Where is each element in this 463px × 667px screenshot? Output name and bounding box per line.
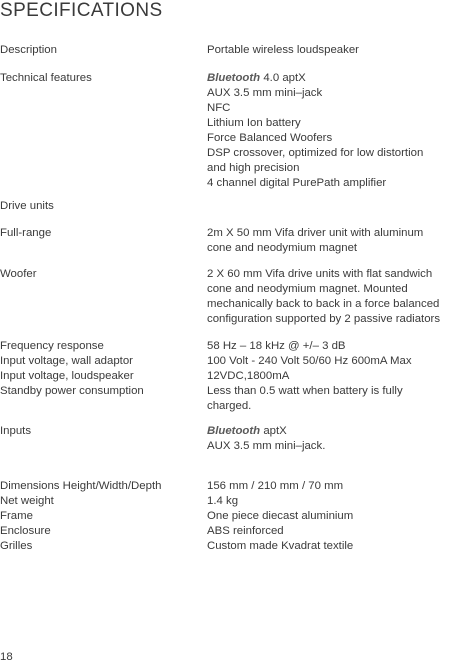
spec-value-line: 1.4 kg [207,495,239,507]
page-number: 18 [0,651,13,663]
spec-value-line: 12VDC,1800mA [207,370,290,382]
spec-value [207,524,463,539]
spec-value-line: Less than 0.5 watt when battery is fully [207,385,403,397]
spec-value-line: mechanically back to back in a force balanced [207,298,440,310]
spec-value-line: AUX 3.5 mm mini–jack [207,87,323,99]
spec-value [207,71,463,191]
spec-value-line [207,424,463,439]
spec-value-line: cone and neodymium magnet. Mounted [207,283,408,295]
spec-label: Description [0,44,57,56]
spec-value-line: ABS reinforced [207,525,284,537]
spec-value [207,539,463,554]
spec-value-line: One piece diecast aluminium [207,510,354,522]
spec-value-text: 4.0 aptX [260,72,306,84]
spec-label: Full-range [0,227,52,239]
spec-section-label: Drive units [0,200,54,212]
spec-label: Woofer [0,268,37,280]
spec-value [207,479,463,494]
spec-value [207,339,463,354]
spec-value-line: NFC [207,102,231,114]
spec-value [207,494,463,509]
spec-label: Technical features [0,72,92,84]
spec-label: Input voltage, wall adaptor [0,355,133,367]
spec-value-line: 4 channel digital PurePath amplifier [207,177,387,189]
spec-value-line: 58 Hz – 18 kHz @ +/– 3 dB [207,340,346,352]
spec-value [207,369,463,384]
spec-value-text: aptX [260,425,287,437]
spec-value-line: and high precision [207,162,300,174]
spec-value [207,384,463,414]
spec-label: Enclosure [0,525,51,537]
spec-value [207,424,463,454]
spec-value-line [207,71,463,86]
spec-value-line: 100 Volt - 240 Volt 50/60 Hz 600mA Max [207,355,412,367]
spec-value [207,354,463,369]
spec-value-line: 2 X 60 mm Vifa drive units with flat sandwich [207,268,433,280]
spec-value [207,226,463,256]
bluetooth-brand-text: Bluetooth [207,72,261,84]
spec-label: Frame [0,510,33,522]
spec-value-line: Lithium Ion battery [207,117,301,129]
spec-value [207,509,463,524]
spec-value-line: charged. [207,400,252,412]
spec-value-line: Portable wireless loudspeaker [207,44,359,56]
spec-value-line: cone and neodymium magnet [207,242,358,254]
spec-value-line: 2m X 50 mm Vifa driver unit with aluminum [207,227,424,239]
spec-label: Inputs [0,425,32,437]
spec-label: Dimensions Height/Width/Depth [0,480,162,492]
spec-label: Grilles [0,540,33,552]
spec-label: Standby power consumption [0,385,144,397]
spec-value-line: Custom made Kvadrat textile [207,540,354,552]
page-title: SPECIFICATIONS [0,0,163,21]
spec-value-line: 156 mm / 210 mm / 70 mm [207,480,344,492]
spec-value-line: configuration supported by 2 passive radiators [207,313,441,325]
spec-value [207,43,463,58]
spec-value-line: DSP crossover, optimized for low distortion [207,147,424,159]
spec-value-line: AUX 3.5 mm mini–jack. [207,440,326,452]
spec-label: Input voltage, loudspeaker [0,370,134,382]
spec-value [207,267,463,327]
spec-label: Frequency response [0,340,104,352]
bluetooth-brand-text: Bluetooth [207,425,261,437]
spec-value-line: Force Balanced Woofers [207,132,333,144]
spec-label: Net weight [0,495,54,507]
